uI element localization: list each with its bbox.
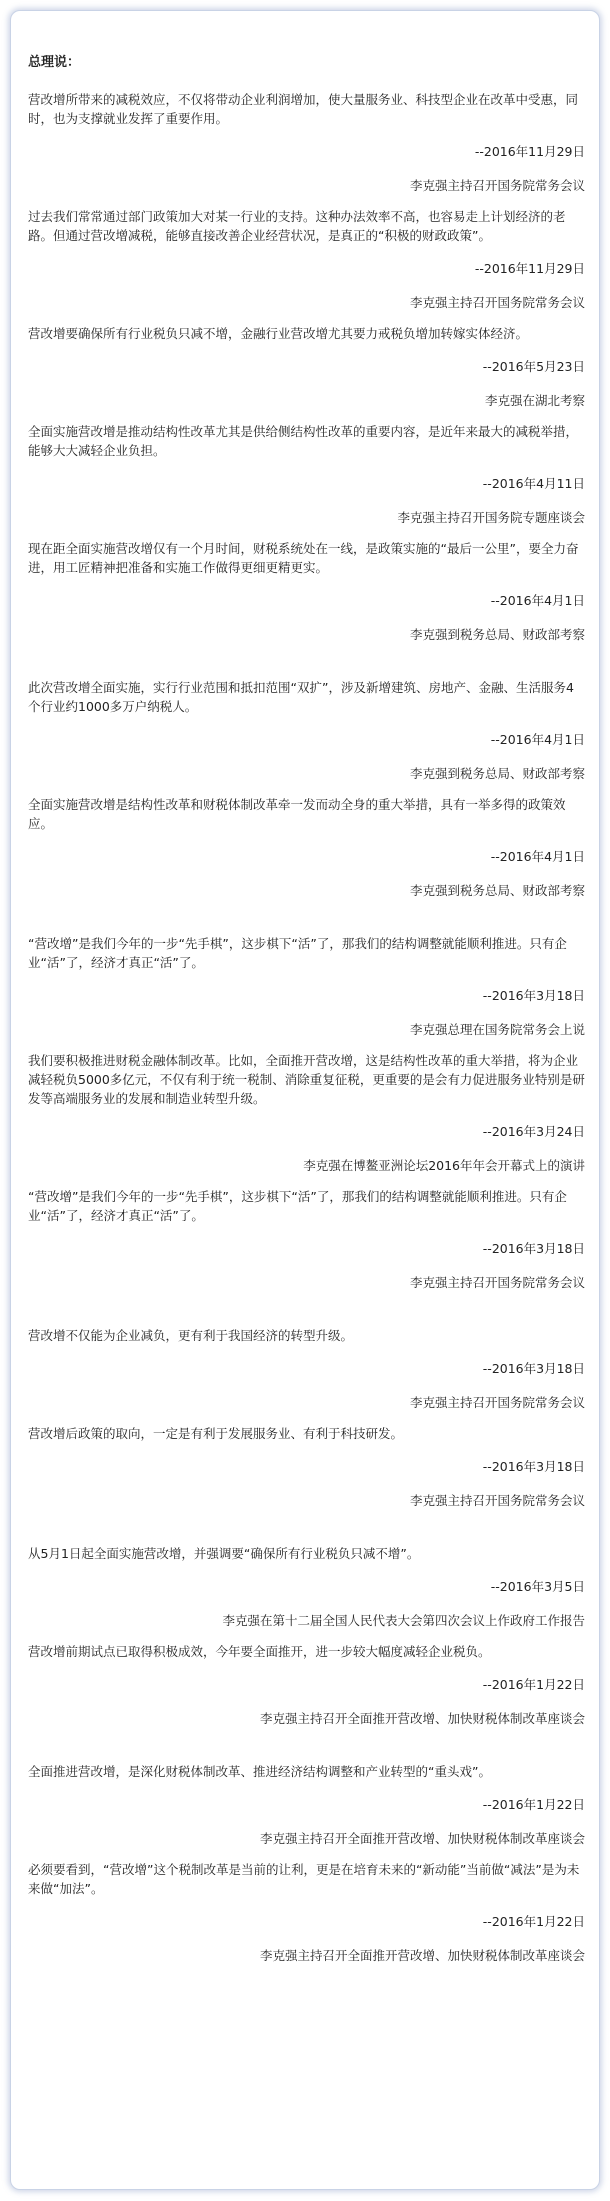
quote-date: --2016年11月29日 [474, 261, 585, 276]
quote-text: 此次营改增全面实施，实行行业范围和抵扣范围“双扩”，涉及新增建筑、房地产、金融、生活服务4个行业约1000多万户纳税人。 [28, 680, 574, 714]
quote-source: 李克强主持召开国务院常务会议 [409, 1275, 585, 1290]
quote-item [28, 934, 585, 1039]
quote-item [28, 1326, 585, 1412]
quote-date: --2016年11月29日 [474, 144, 585, 159]
quote-text: 从5月1日起全面实施营改增，并强调要“确保所有行业税负只减不增”。 [28, 1546, 420, 1561]
quote-date: --2016年1月22日 [482, 1914, 585, 1929]
quote-source: 李克强总理在国务院常务会上说 [409, 1022, 585, 1037]
quote-item [28, 1187, 585, 1292]
quote-text: 营改增前期试点已取得积极成效，今年要全面推开，进一步较大幅度减轻企业税负。 [28, 1644, 491, 1659]
quote-date: --2016年4月11日 [482, 476, 585, 491]
quote-item [28, 1860, 585, 1965]
quote-item [28, 795, 585, 900]
quote-source: 李克强主持召开国务院常务会议 [409, 295, 585, 310]
quote-text: “营改增”是我们今年的一步“先手棋”，这步棋下“活”了，那我们的结构调整就能顺利推进。只有企业“活”了，经济才真正“活”了。 [28, 1189, 567, 1223]
quote-source: 李克强在博鳌亚洲论坛2016年年会开幕式上的演讲 [303, 1158, 585, 1173]
quote-date: --2016年4月1日 [490, 732, 585, 747]
quote-date: --2016年5月23日 [482, 359, 585, 374]
quote-item [28, 1051, 585, 1175]
quote-date: --2016年3月18日 [482, 988, 585, 1003]
quote-item [28, 1762, 585, 1848]
quote-text: “营改增”是我们今年的一步“先手棋”，这步棋下“活”了，那我们的结构调整就能顺利推进。只有企业“活”了，经济才真正“活”了。 [28, 936, 567, 970]
quotes-card [10, 10, 600, 2190]
quote-source: 李克强主持召开国务院常务会议 [409, 1395, 585, 1410]
quote-source: 李克强主持召开国务院常务会议 [409, 178, 585, 193]
quote-text: 我们要积极推进财税金融体制改革。比如，全面推开营改增，这是结构性改革的重大举措，将为企业减轻税负5000多亿元，不仅有利于统一税制、消除重复征税，更重要的是会有力促进服务业特别是研发等高端服务业的发展和制造业转型升级。 [28, 1053, 585, 1106]
quote-item [28, 422, 585, 527]
quote-item [28, 678, 585, 783]
quote-source: 李克强主持召开国务院专题座谈会 [397, 510, 585, 525]
quote-date: --2016年3月24日 [482, 1124, 585, 1139]
quote-source: 李克强到税务总局、财政部考察 [409, 627, 585, 642]
quote-item [28, 1424, 585, 1510]
quote-text: 全面推进营改增，是深化财税体制改革、推进经济结构调整和产业转型的“重头戏”。 [28, 1764, 491, 1779]
quotes-content [11, 11, 599, 1965]
quote-source: 李克强到税务总局、财政部考察 [409, 883, 585, 898]
quote-text: 现在距全面实施营改增仅有一个月时间，财税系统处在一线，是政策实施的“最后一公里”，要全力奋进，用工匠精神把准备和实施工作做得更细更精更实。 [28, 541, 579, 575]
quote-text: 营改增后政策的取向，一定是有利于发展服务业、有利于科技研发。 [28, 1426, 404, 1441]
quote-source: 李克强主持召开全面推开营改增、加快财税体制改革座谈会 [259, 1948, 585, 1963]
quote-date: --2016年3月5日 [490, 1579, 585, 1594]
quote-text: 过去我们常常通过部门政策加大对某一行业的支持。这种办法效率不高，也容易走上计划经济的老路。但通过营改增减税，能够直接改善企业经营状况，是真正的“积极的财政政策”。 [28, 209, 566, 243]
quote-source: 李克强到税务总局、财政部考察 [409, 766, 585, 781]
quote-source: 李克强主持召开全面推开营改增、加快财税体制改革座谈会 [259, 1711, 585, 1726]
quote-item [28, 90, 585, 195]
quote-item [28, 1642, 585, 1728]
quote-source: 李克强主持召开全面推开营改增、加快财税体制改革座谈会 [259, 1831, 585, 1846]
quote-date: --2016年3月18日 [482, 1241, 585, 1256]
quote-source: 李克强主持召开国务院常务会议 [409, 1493, 585, 1508]
quote-text: 全面实施营改增是结构性改革和财税体制改革牵一发而动全身的重大举措，具有一举多得的政策效应。 [28, 797, 566, 831]
page-title: 总理说： [28, 55, 81, 70]
quote-text: 必须要看到，“营改增”这个税制改革是当前的让利，更是在培育未来的“新动能”当前做“减法”是为未来做“加法”。 [28, 1862, 580, 1896]
quote-text: 全面实施营改增是推动结构性改革尤其是供给侧结构性改革的重要内容，是近年来最大的减税举措，能够大大减轻企业负担。 [28, 424, 579, 458]
quote-source: 李克强在第十二届全国人民代表大会第四次会议上作政府工作报告 [222, 1613, 585, 1628]
quote-source: 李克强在湖北考察 [484, 393, 585, 408]
quote-text: 营改增不仅能为企业减负，更有利于我国经济的转型升级。 [28, 1328, 354, 1343]
quote-item [28, 539, 585, 644]
quote-text: 营改增所带来的减税效应，不仅将带动企业利润增加，使大量服务业、科技型企业在改革中受惠，同时，也为支撑就业发挥了重要作用。 [28, 92, 579, 126]
quote-item [28, 207, 585, 312]
quote-date: --2016年4月1日 [490, 849, 585, 864]
quote-text: 营改增要确保所有行业税负只减不增，金融行业营改增尤其要力戒税负增加转嫁实体经济。 [28, 326, 529, 341]
quote-item [28, 1544, 585, 1630]
quote-date: --2016年1月22日 [482, 1797, 585, 1812]
quote-date: --2016年1月22日 [482, 1677, 585, 1692]
quote-item [28, 324, 585, 410]
quote-date: --2016年4月1日 [490, 593, 585, 608]
quote-date: --2016年3月18日 [482, 1459, 585, 1474]
quote-date: --2016年3月18日 [482, 1361, 585, 1376]
